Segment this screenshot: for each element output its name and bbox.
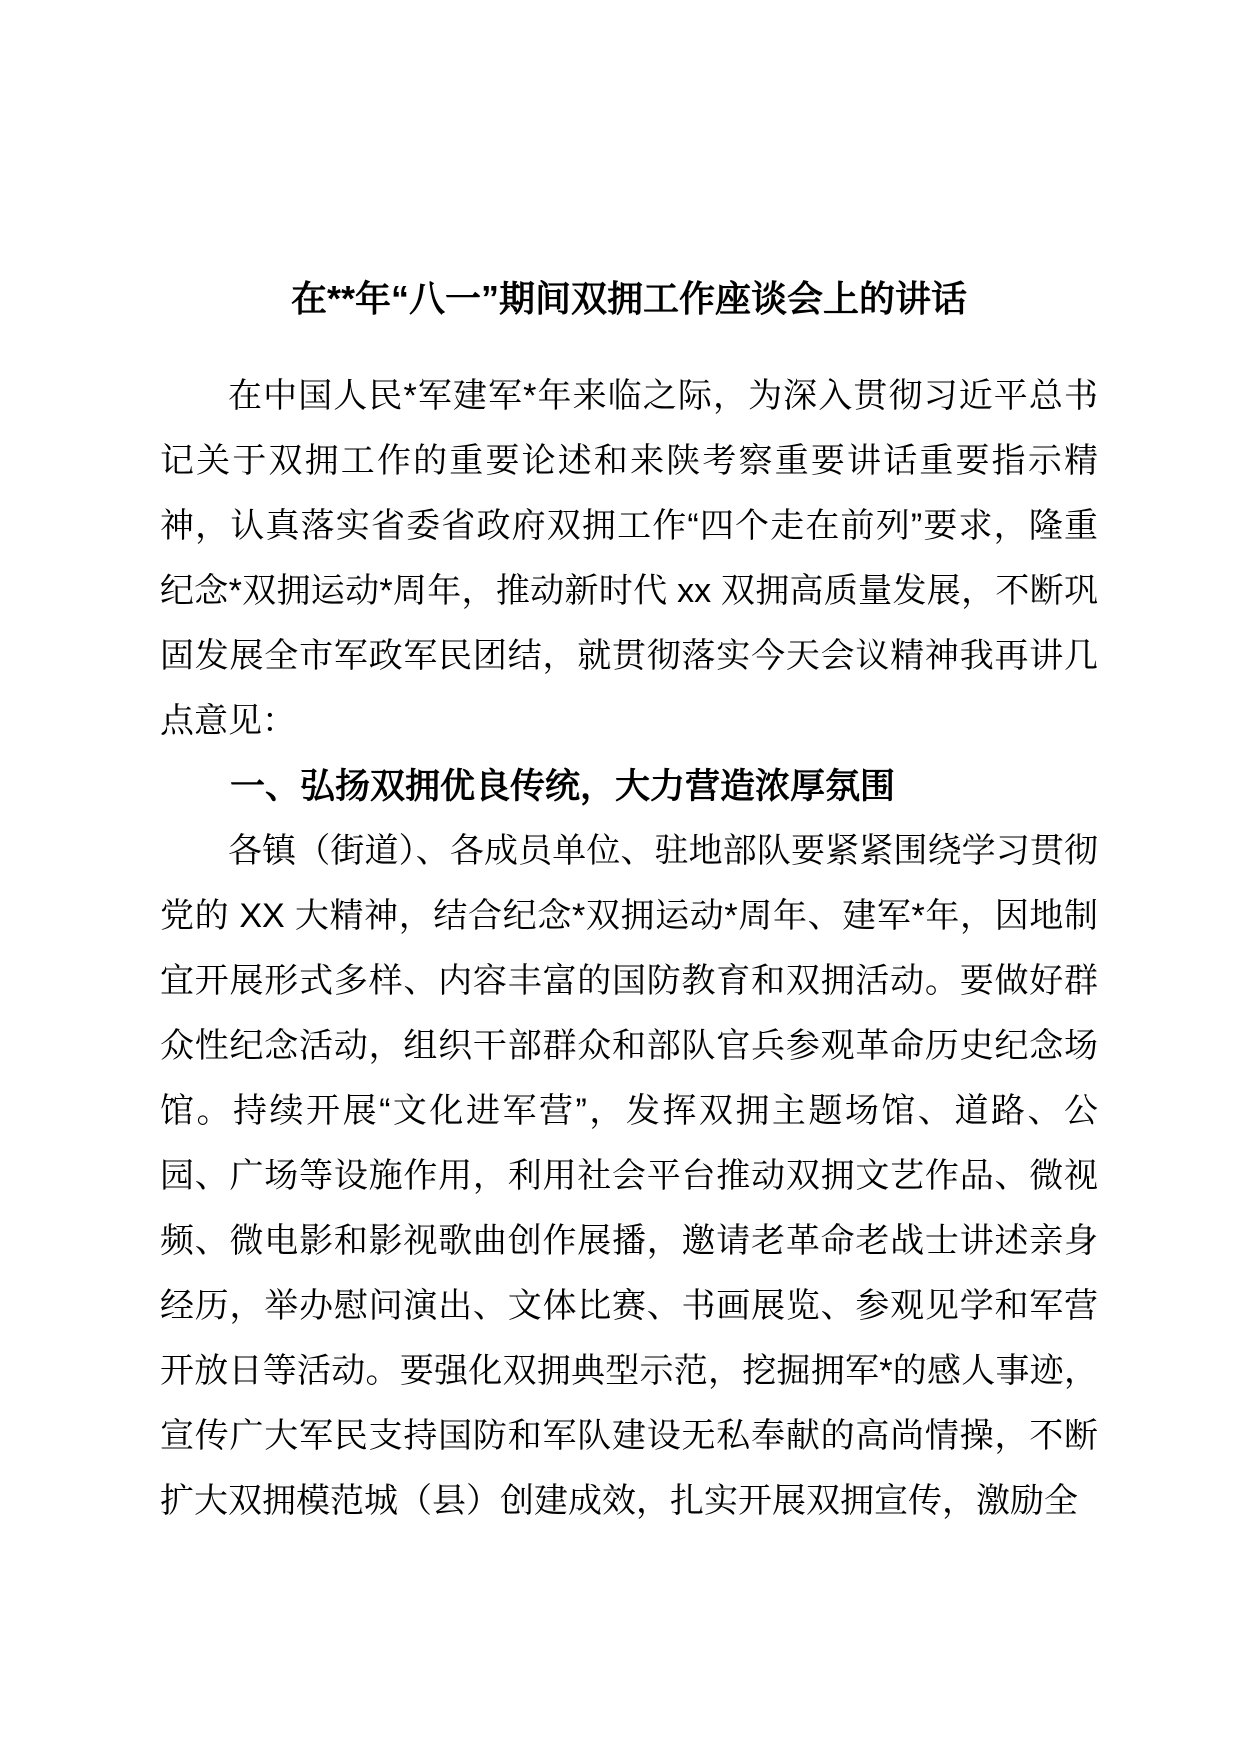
document-title: 在**年“八一”期间双拥工作座谈会上的讲话 (290, 278, 968, 319)
intro-paragraph: 在中国人民*军建军*年来临之际，为深入贯彻习近平总书记关于双拥工作的重要论述和来陕考察重要讲话重要指示精神，认真落实省委省政府双拥工作“四个走在前列”要求，隆重纪念*双拥运动*周年，推动新时代 xx 双拥高质量发展，不断巩固发展全市军政军民团结，就贯彻落实今天会议精神我再讲几点意见： (160, 377, 1098, 740)
section-1-paragraph: 各镇（街道）、各成员单位、驻地部队要紧紧围绕学习贯彻党的 XX 大精神，结合纪念*双拥运动*周年、建军*年，因地制宜开展形式多样、内容丰富的国防教育和双拥活动。要做好群众性纪念活动，组织干部群众和部队官兵参观革命历史纪念场馆。持续开展“文化进军营”，发挥双拥主题场馆、道路、公园、广场等设施作用，利用社会平台推动双拥文艺作品、微视频、微电影和影视歌曲创作展播，邀请老革命老战士讲述亲身经历，举办慰问演出、文体比赛、书画展览、参观见学和军营开放日等活动。要强化双拥典型示范，挖掘拥军*的感人事迹，宣传广大军民支持国防和军队建设无私奉献的高尚情操，不断扩大双拥模范城（县）创建成效，扎实开展双拥宣传，激励全 (160, 832, 1098, 1520)
section-1-heading: 一、弘扬双拥优良传统，大力营造浓厚氛围 (230, 767, 896, 806)
